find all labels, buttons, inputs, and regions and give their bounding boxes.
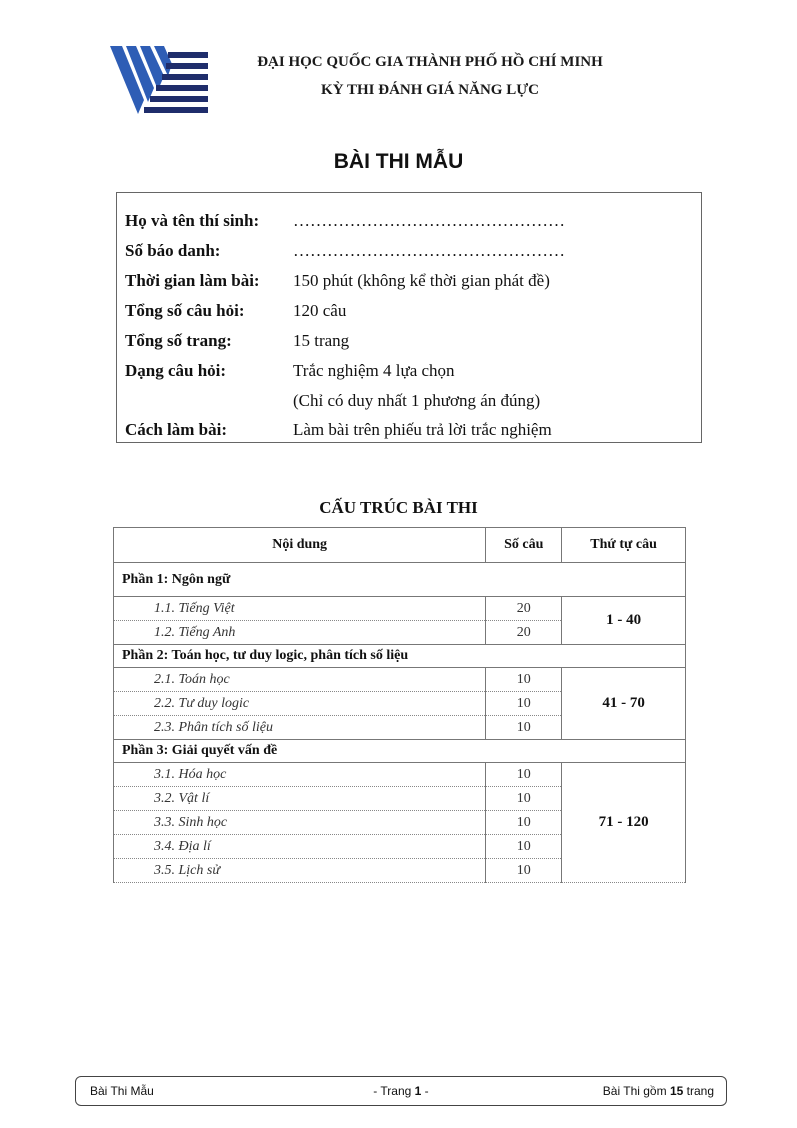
subject-name: 2.2. Tư duy logic <box>114 692 486 716</box>
info-value: Trắc nghiệm 4 lựa chọn <box>293 361 455 380</box>
question-count: 10 <box>486 692 562 716</box>
question-count: 10 <box>486 716 562 740</box>
info-label: Cách làm bài: <box>125 420 227 439</box>
part-row <box>114 563 686 597</box>
question-range: 41 - 70 <box>562 668 686 740</box>
table-row <box>114 763 686 787</box>
subject-name: 2.3. Phân tích số liệu <box>114 716 486 740</box>
info-label: Họ và tên thí sinh: <box>125 211 260 230</box>
part-row <box>114 740 686 763</box>
subject-name: 2.1. Toán học <box>114 668 486 692</box>
question-count: 20 <box>486 621 562 645</box>
structure-title: CẤU TRÚC BÀI THI <box>319 498 478 517</box>
info-value: Làm bài trên phiếu trả lời trắc nghiệm <box>293 420 552 439</box>
part-title: Phần 1: Ngôn ngữ <box>114 563 686 597</box>
info-label: Dạng câu hỏi: <box>125 361 227 380</box>
info-label: Thời gian làm bài: <box>125 271 260 290</box>
university-logo <box>110 46 210 118</box>
exam-info-box <box>116 192 702 443</box>
exam-name: KỲ THI ĐÁNH GIÁ NĂNG LỰC <box>321 82 539 98</box>
footer-doc-name: Bài Thi Mẫu <box>90 1084 154 1098</box>
subject-name: 1.2. Tiếng Anh <box>114 621 486 645</box>
part-row <box>114 645 686 668</box>
info-value: ………………………………………… <box>293 241 565 260</box>
page-footer <box>75 1076 727 1106</box>
question-count: 20 <box>486 597 562 621</box>
subject-name: 3.5. Lịch sử <box>114 859 486 883</box>
footer-total-pages <box>603 1084 714 1098</box>
question-count: 10 <box>486 835 562 859</box>
question-count: 10 <box>486 763 562 787</box>
table-header-row <box>114 528 686 563</box>
subject-name: 3.2. Vật lí <box>114 787 486 811</box>
info-label: Số báo danh: <box>125 241 221 260</box>
footer-page-suffix: - <box>421 1084 429 1098</box>
subject-name: 3.4. Địa lí <box>114 835 486 859</box>
footer-page-prefix: - Trang <box>373 1084 415 1098</box>
table-row <box>114 668 686 692</box>
question-count: 10 <box>486 787 562 811</box>
part-title: Phần 2: Toán học, tư duy logic, phân tích số liệu <box>114 645 686 668</box>
footer-total-prefix: Bài Thi gồm <box>602 1084 670 1098</box>
question-count: 10 <box>486 811 562 835</box>
column-header-content: Nội dung <box>114 528 486 563</box>
question-count: 10 <box>486 668 562 692</box>
info-value: ………………………………………… <box>293 211 565 230</box>
column-header-order: Thứ tự câu <box>562 528 686 563</box>
question-range: 71 - 120 <box>562 763 686 883</box>
info-value: (Chỉ có duy nhất 1 phương án đúng) <box>293 391 541 410</box>
column-header-count: Số câu <box>486 528 562 563</box>
university-name: ĐẠI HỌC QUỐC GIA THÀNH PHỐ HỒ CHÍ MINH <box>257 54 603 70</box>
exam-structure-table <box>113 527 686 883</box>
question-count: 10 <box>486 859 562 883</box>
question-range: 1 - 40 <box>562 597 686 645</box>
info-label: Tổng số câu hỏi: <box>125 301 245 320</box>
subject-name: 3.1. Hóa học <box>114 763 486 787</box>
info-value: 15 trang <box>293 331 350 350</box>
info-label: Tổng số trang: <box>125 331 232 350</box>
info-value: 150 phút (không kể thời gian phát đề) <box>293 271 550 290</box>
subject-name: 1.1. Tiếng Việt <box>114 597 486 621</box>
info-value: 120 câu <box>293 301 347 320</box>
table-row <box>114 597 686 621</box>
part-title: Phần 3: Giải quyết vấn đề <box>114 740 686 763</box>
subject-name: 3.3. Sinh học <box>114 811 486 835</box>
page-title: BÀI THI MẪU <box>333 150 464 173</box>
footer-total-value: 15 <box>669 1084 684 1098</box>
footer-page-value: 1 <box>414 1084 422 1098</box>
footer-total-suffix: trang <box>683 1084 714 1098</box>
